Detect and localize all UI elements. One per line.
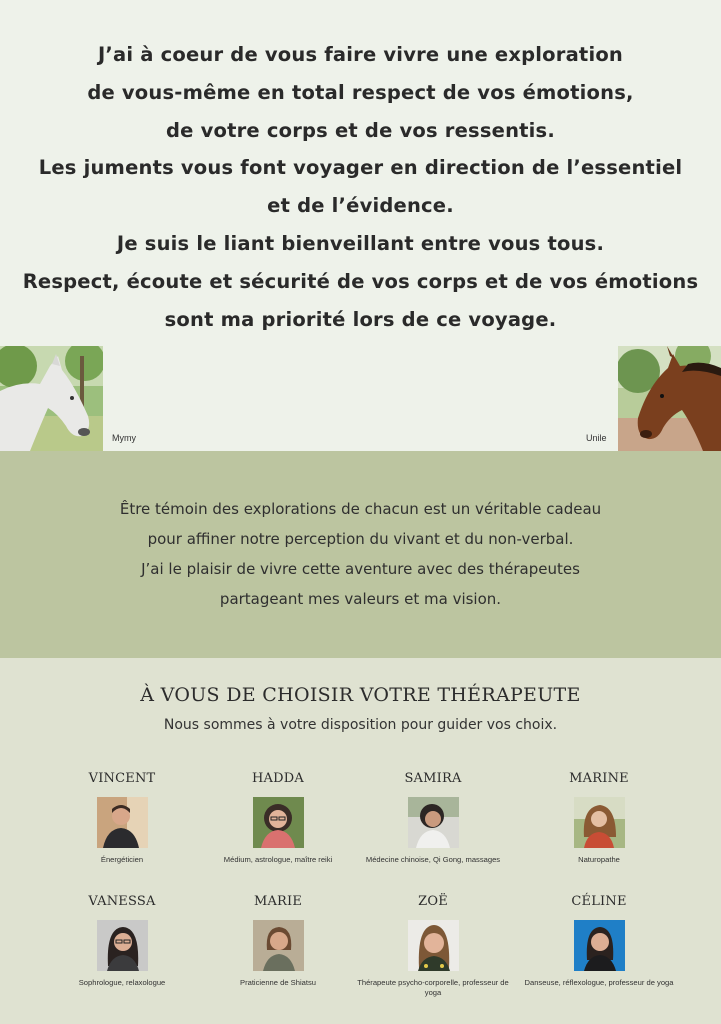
therapist-name: ZOË (418, 894, 448, 909)
intro-line: Je suis le liant bienveillant entre vous tous. (116, 231, 605, 255)
horse-photo-mymy (0, 346, 103, 451)
intro-line: sont ma priorité lors de ce voyage. (164, 307, 557, 331)
horse-caption-right: Unile (586, 433, 607, 443)
intro-line: Les juments vous font voyager en direction de l’essentiel (38, 156, 683, 180)
therapist-name: MARIE (253, 894, 303, 909)
therapist-role: Énergéticien (100, 855, 144, 864)
therapist-name: HADDA (252, 771, 304, 786)
values-line: J’ai le plaisir de vivre cette aventure avec des thérapeutes (141, 560, 580, 578)
therapist-role: Naturopathe (578, 855, 620, 864)
horse-caption-left: Mymy (112, 433, 136, 443)
intro-text (0, 36, 721, 338)
therapist-photo[interactable] (253, 797, 304, 848)
values-band (0, 451, 721, 658)
therapist-role: Médium, astrologue, maître reiki (223, 855, 333, 864)
therapist-name: SAMIRA (404, 771, 462, 786)
therapist-photo[interactable] (408, 920, 459, 971)
therapist-role: Danseuse, réflexologue, professeur de yoga (524, 978, 674, 987)
therapist-photo[interactable] (97, 797, 148, 848)
intro-section (0, 0, 721, 346)
values-line: partageant mes valeurs et ma vision. (219, 590, 502, 608)
therapist-role: Thérapeute psycho-corporelle, professeur de yoga (357, 978, 509, 997)
therapist-photo[interactable] (97, 920, 148, 971)
therapist-photo[interactable] (574, 797, 625, 848)
intro-line: Respect, écoute et sécurité de vos corps et de vos émotions (22, 269, 699, 293)
therapist-photo[interactable] (253, 920, 304, 971)
therapists-section (0, 658, 721, 1024)
values-line: pour affiner notre perception du vivant et du non-verbal. (147, 530, 574, 548)
therapist-name: VANESSA (88, 894, 156, 909)
therapist-name: CÉLINE (571, 894, 627, 909)
intro-line: de votre corps et de vos ressentis. (166, 118, 555, 142)
therapist-role: Médecine chinoise, Qi Gong, massages (365, 855, 501, 864)
therapist-card-samira[interactable] (348, 771, 518, 865)
therapist-photo[interactable] (574, 920, 625, 971)
therapist-name: VINCENT (88, 771, 156, 786)
horse-photo-unile (618, 346, 721, 451)
intro-line: de vous-même en total respect de vos émotions, (87, 80, 634, 104)
therapist-card-marie[interactable] (193, 894, 363, 988)
therapist-card-vanessa[interactable] (37, 894, 207, 988)
therapist-role: Praticienne de Shiatsu (240, 978, 316, 987)
values-text (0, 494, 721, 614)
section-title: À VOUS DE CHOISIR VOTRE THÉRAPEUTE (140, 684, 581, 706)
intro-line: et de l’évidence. (267, 194, 454, 218)
therapist-photo[interactable] (408, 797, 459, 848)
horses-strip (0, 346, 721, 451)
therapist-card-vincent[interactable] (37, 771, 207, 865)
therapist-name: MARINE (569, 771, 629, 786)
therapist-card-zoe[interactable] (348, 894, 518, 998)
values-line: Être témoin des explorations de chacun est un véritable cadeau (119, 500, 602, 518)
therapist-card-celine[interactable] (514, 894, 684, 988)
therapist-card-marine[interactable] (514, 771, 684, 865)
therapist-card-hadda[interactable] (193, 771, 363, 865)
section-subtitle: Nous sommes à votre disposition pour guider vos choix. (163, 717, 558, 733)
therapist-role: Sophrologue, relaxologue (78, 978, 166, 987)
intro-line: J’ai à coeur de vous faire vivre une exploration (97, 43, 624, 66)
